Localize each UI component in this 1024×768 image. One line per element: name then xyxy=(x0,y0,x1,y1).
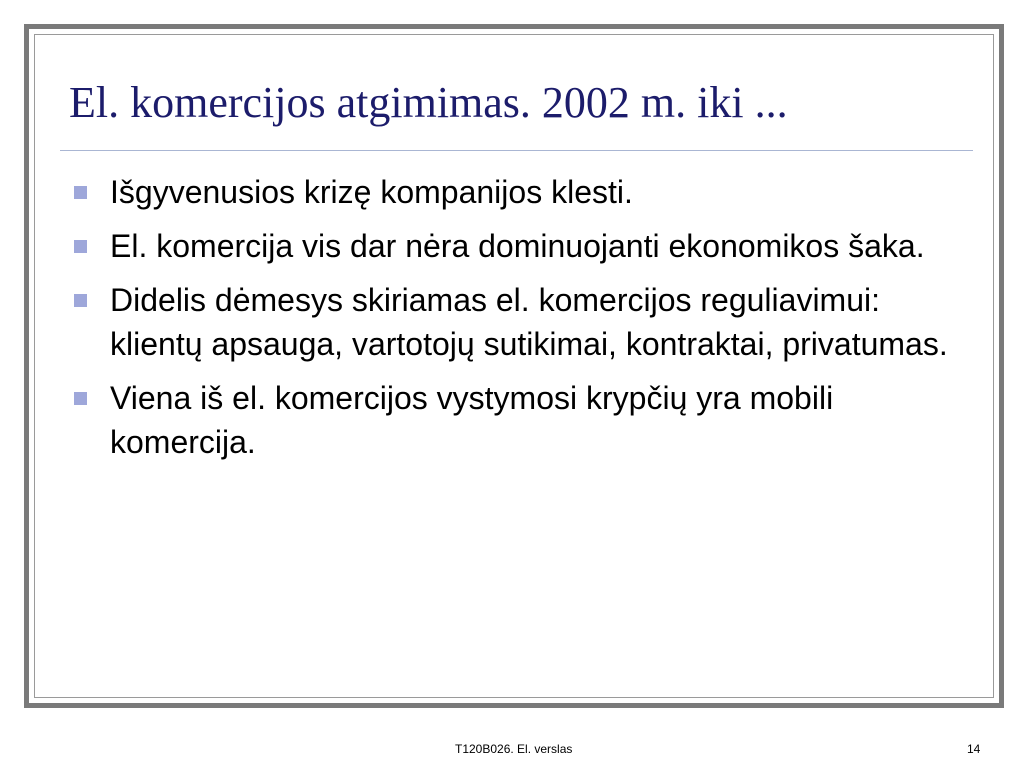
bullet-text: El. komercija vis dar nėra dominuojanti ekonomikos šaka. xyxy=(110,228,925,264)
footer-course-label: T120B026. El. verslas xyxy=(455,742,573,756)
slide-title: El. komercijos atgimimas. 2002 m. iki ... xyxy=(69,78,788,127)
square-bullet-icon xyxy=(74,186,87,199)
square-bullet-icon xyxy=(74,240,87,253)
bullet-text: Išgyvenusios krizę kompanijos klesti. xyxy=(110,174,633,210)
square-bullet-icon xyxy=(74,392,87,405)
page-number: 14 xyxy=(967,742,981,756)
bullet-item xyxy=(72,376,952,464)
bullet-item xyxy=(72,170,952,214)
bullet-text: Didelis dėmesys skiriamas el. komercijos reguliavimui: klientų apsauga, vartotojų sutikimai, kontraktai, privatumas. xyxy=(110,282,948,362)
square-bullet-icon xyxy=(74,294,87,307)
bullet-text: Viena iš el. komercijos vystymosi krypčių yra mobili komercija. xyxy=(110,380,834,460)
bullet-list xyxy=(72,170,952,474)
bullet-item xyxy=(72,224,952,268)
bullet-item xyxy=(72,278,952,366)
title-divider xyxy=(60,150,973,151)
